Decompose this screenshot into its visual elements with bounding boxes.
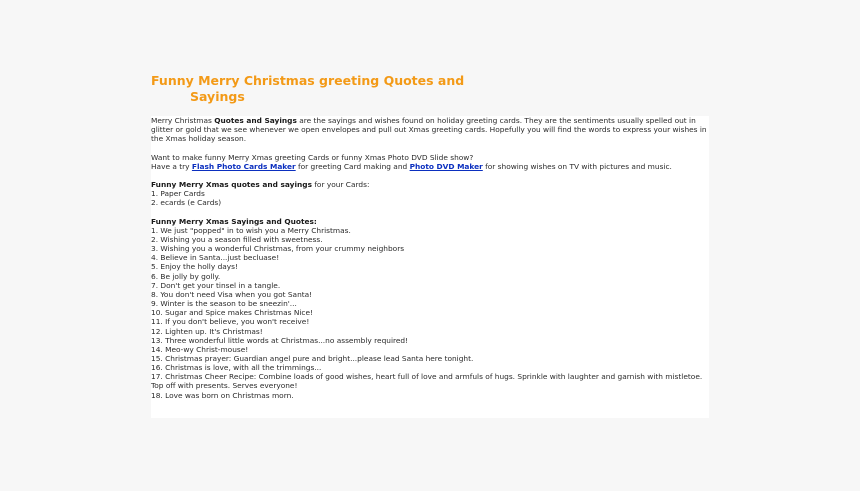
promo-prefix: Have a try <box>151 161 192 171</box>
list-item: 2. Wishing you a season filled with sweetness. <box>151 234 323 244</box>
page-title <box>151 73 671 105</box>
list-item: 11. If you don't believe, you won't receive! <box>151 317 310 327</box>
promo-middle: for greeting Card making and <box>295 161 410 171</box>
list-item: 16. Christmas is love, with all the trimmings... <box>151 363 322 373</box>
list-item: 10. Sugar and Spice makes Christmas Nice! <box>151 308 313 318</box>
sayings-heading-bold: Funny Merry Xmas Sayings and Quotes: <box>151 216 317 226</box>
cards-heading <box>151 180 709 189</box>
intro-paragraph <box>151 116 709 143</box>
cards-heading-rest: for your Cards: <box>311 180 370 190</box>
list-item: 1. Paper Cards <box>151 189 205 199</box>
list-item: 18. Love was born on Christmas morn. <box>151 390 294 400</box>
page-title-line1: Funny Merry Christmas greeting Quotes and <box>151 73 465 88</box>
intro-bold: Quotes and Sayings <box>214 116 297 125</box>
promo-paragraph <box>151 162 709 171</box>
cards-heading-bold: Funny Merry Xmas quotes and sayings <box>151 180 312 190</box>
spacer <box>151 171 709 180</box>
list-item: 15. Christmas prayer: Guardian angel pure and bright...please lead Santa here tonight. <box>151 354 474 364</box>
list-item: 6. Be jolly by golly. <box>151 271 221 281</box>
spacer <box>151 143 709 152</box>
list-item: 7. Don't get your tinsel in a tangle. <box>151 280 281 290</box>
photo-dvd-maker-link[interactable]: Photo DVD Maker <box>409 161 483 171</box>
flash-photo-cards-maker-link[interactable]: Flash Photo Cards Maker <box>191 161 296 171</box>
intro-rest: are the sayings and wishes found on holiday greeting cards. They are the sentiments usually spelled out in glitter or gold that we see whenever we open envelopes and pull out Xmas greeting cards. Hopefully you will find the words to express your wishes in the Xmas holiday season. <box>151 116 707 144</box>
spacer <box>151 208 709 217</box>
list-item: 14. Meo-wy Christ-mouse! <box>151 344 249 354</box>
list-item: 13. Three wonderful little words at Christmas...no assembly required! <box>151 335 409 345</box>
list-item: 12. Lighten up. It's Christmas! <box>151 326 263 336</box>
list-item: 4. Believe in Santa...just becluase! <box>151 253 280 263</box>
intro-prefix: Merry Christmas <box>151 116 215 125</box>
promo-suffix: for showing wishes on TV with pictures and music. <box>482 161 672 171</box>
sayings-heading <box>151 217 709 226</box>
list-item: 3. Wishing you a wonderful Christmas, from your crummy neighbors <box>151 244 405 254</box>
list-item: 5. Enjoy the holly days! <box>151 262 238 272</box>
list-item: 2. ecards (e Cards) <box>151 198 222 208</box>
article-body <box>151 116 709 418</box>
list-item: 1. We just "popped" in to wish you a Merry Christmas. <box>151 225 351 235</box>
list-item: 17. Christmas Cheer Recipe: Combine loads of good wishes, heart full of love and armfuls of hugs. Sprinkle with laughter and garnish with mistletoe. Top off with presents. Serves everyone! <box>151 372 703 391</box>
list-item: 9. Winter is the season to be sneezin'... <box>151 299 297 309</box>
list-item: 8. You don't need Visa when you got Santa! <box>151 289 313 299</box>
page-title-line2: Sayings <box>190 89 245 104</box>
promo-question: Want to make funny Merry Xmas greeting Cards or funny Xmas Photo DVD Slide show? <box>151 152 474 162</box>
